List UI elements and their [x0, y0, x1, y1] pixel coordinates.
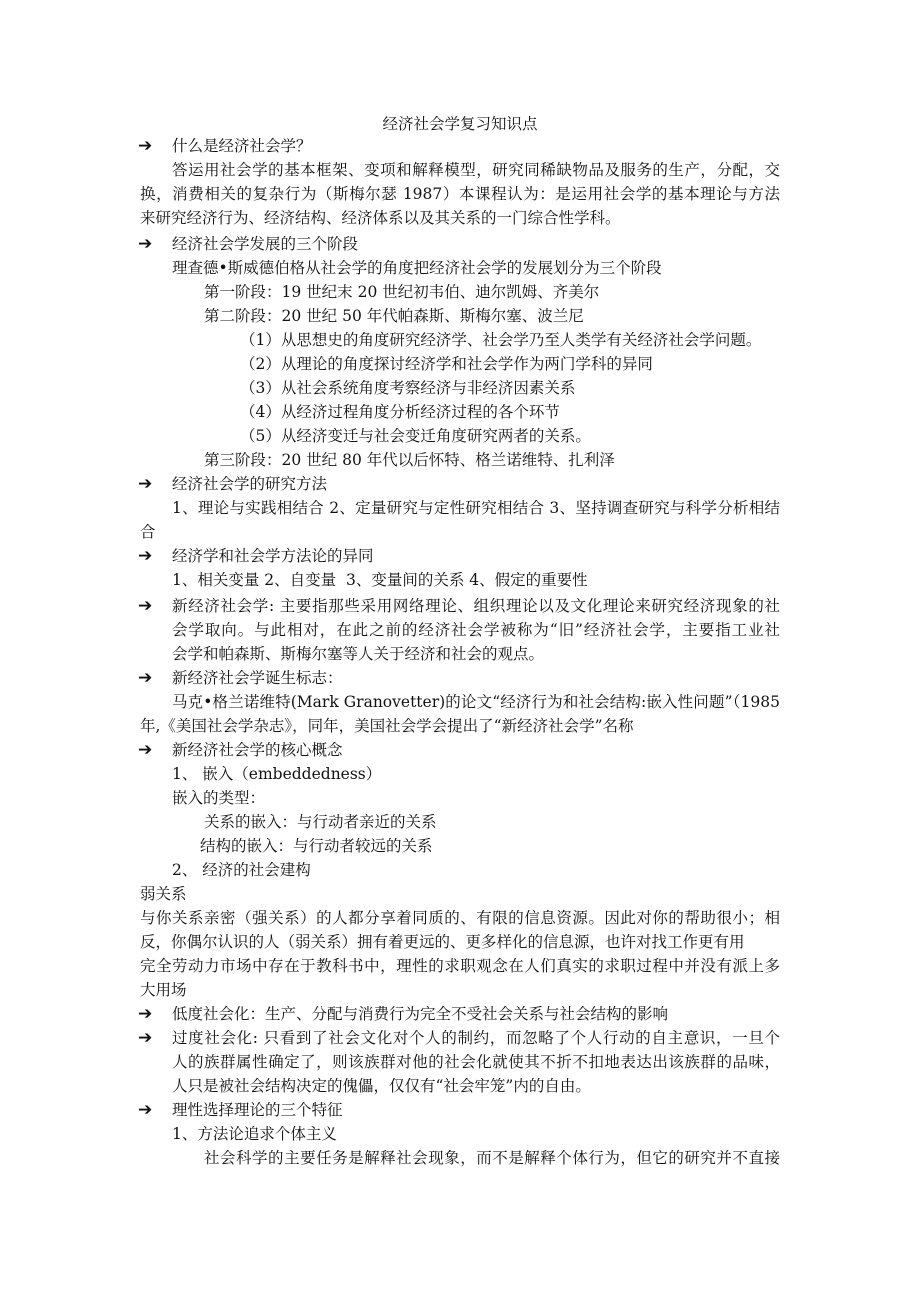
arrow-bullet-icon: ➔: [138, 740, 153, 760]
paragraph-line: 低度社会化：生产、分配与消费行为完全不受社会关系与社会结构的影响: [172, 1005, 669, 1023]
section-heading: 新经济社会学的核心概念: [172, 741, 343, 759]
paragraph-line: 答运用社会学的基本框架、变项和解释模型，研究同稀缺物品及服务的生产，分配，交: [172, 161, 780, 179]
stage-line: 第二阶段：20 世纪 50 年代帕森斯、斯梅尔塞、波兰尼: [204, 307, 584, 325]
section-heading: 新经济社会学诞生标志：: [172, 669, 343, 687]
section-heading: 弱关系: [140, 885, 187, 903]
page-title: 经济社会学复习知识点: [382, 115, 538, 133]
stage-line: 第一阶段：19 世纪末 20 世纪初韦伯、迪尔凯姆、齐美尔: [204, 283, 600, 301]
paragraph-line: 关系的嵌入：与行动者亲近的关系: [204, 813, 437, 831]
paragraph-line: 来研究经济行为、经济结构、经济体系以及其关系的一门综合性学科。: [140, 209, 621, 227]
paragraph-line: 过度社会化: 只看到了社会文化对个人的制约，而忽略了个人行动的自主意识，一旦个: [172, 1029, 780, 1047]
arrow-bullet-icon: ➔: [138, 1100, 153, 1120]
list-item: （4）从经济过程角度分析经济过程的各个环节: [240, 403, 560, 421]
paragraph-line: 结构的嵌入：与行动者较远的关系: [200, 837, 433, 855]
section-heading: 理性选择理论的三个特征: [172, 1101, 343, 1119]
arrow-bullet-icon: ➔: [138, 474, 153, 494]
paragraph-line: 1、理论与实践相结合 2、定量研究与定性研究相结合 3、坚持调查研究与科学分析相结: [172, 499, 780, 517]
section-heading: 经济社会学的研究方法: [172, 475, 328, 493]
section-heading: 经济社会学发展的三个阶段: [172, 235, 359, 253]
paragraph-line: 人的族群属性确定了，则该族群对他的社会化就使其不折不扣地表达出该族群的品味，: [172, 1053, 780, 1071]
paragraph-line: 嵌入的类型：: [172, 789, 266, 807]
list-item: 2、 经济的社会建构: [172, 861, 311, 879]
paragraph-line: 完全劳动力市场中存在于教科书中，理性的求职观念在人们真实的求职过程中并没有派上多: [140, 957, 780, 975]
arrow-bullet-icon: ➔: [138, 1004, 153, 1024]
arrow-bullet-icon: ➔: [138, 234, 153, 254]
paragraph-line: 与你关系亲密（强关系）的人都分享着同质的、有限的信息资源。因此对你的帮助很小；相: [140, 909, 780, 927]
list-item: 1、方法论追求个体主义: [172, 1125, 337, 1143]
arrow-bullet-icon: ➔: [138, 136, 153, 156]
paragraph-line: 合: [140, 523, 156, 541]
section-heading: 经济学和社会学方法论的异同: [172, 547, 374, 565]
arrow-bullet-icon: ➔: [138, 596, 153, 616]
section-heading: 什么是经济社会学？: [172, 137, 312, 155]
arrow-bullet-icon: ➔: [138, 546, 153, 566]
paragraph-line: 会学和帕森斯、斯梅尔塞等人关于经济和社会的观点。: [172, 645, 545, 663]
paragraph-line: 人只是被社会结构决定的傀儡，仅仅有“社会牢笼”内的自由。: [172, 1077, 591, 1095]
list-item: （1）从思想史的角度研究经济学、社会学乃至人类学有关经济社会学问题。: [240, 331, 762, 349]
list-item: （5）从经济变迁与社会变迁角度研究两者的关系。: [240, 427, 591, 445]
paragraph-line: 反，你偶尔认识的人（弱关系）拥有着更远的、更多样化的信息源，也许对找工作更有用: [140, 933, 745, 951]
paragraph-line: 1、相关变量 2、自变量 3、变量间的关系 4、假定的重要性: [172, 571, 588, 589]
paragraph-line: 理查德•斯威德伯格从社会学的角度把经济社会学的发展划分为三个阶段: [172, 259, 662, 277]
paragraph-line: 马克•格兰诺维特(Mark Granovetter)的论文“经济行为和社会结构:嵌入性问题”（1985: [172, 693, 780, 711]
arrow-bullet-icon: ➔: [138, 1028, 153, 1048]
paragraph-line: 新经济社会学: 主要指那些采用网络理论、组织理论以及文化理论来研究经济现象的社: [172, 597, 780, 615]
paragraph-line: 大用场: [140, 981, 187, 999]
list-item: （3）从社会系统角度考察经济与非经济因素关系: [240, 379, 576, 397]
list-item: （2）从理论的角度探讨经济学和社会学作为两门学科的异同: [240, 355, 653, 373]
arrow-bullet-icon: ➔: [138, 668, 153, 688]
paragraph-line: 换，消费相关的复杂行为（斯梅尔瑟 1987）本课程认为：是运用社会学的基本理论与方法: [140, 185, 780, 203]
paragraph-line: 年,《美国社会学杂志》，同年，美国社会学会提出了“新经济社会学”名称: [140, 717, 634, 735]
paragraph-line: 社会科学的主要任务是解释社会现象，而不是解释个体行为，但它的研究并不直接: [204, 1149, 780, 1167]
stage-line: 第三阶段：20 世纪 80 年代以后怀特、格兰诺维特、扎利泽: [204, 451, 615, 469]
list-item: 1、 嵌入（embeddedness）: [172, 765, 382, 783]
paragraph-line: 会学取向。与此相对，在此之前的经济社会学被称为“旧”经济社会学，主要指工业社: [172, 621, 780, 639]
